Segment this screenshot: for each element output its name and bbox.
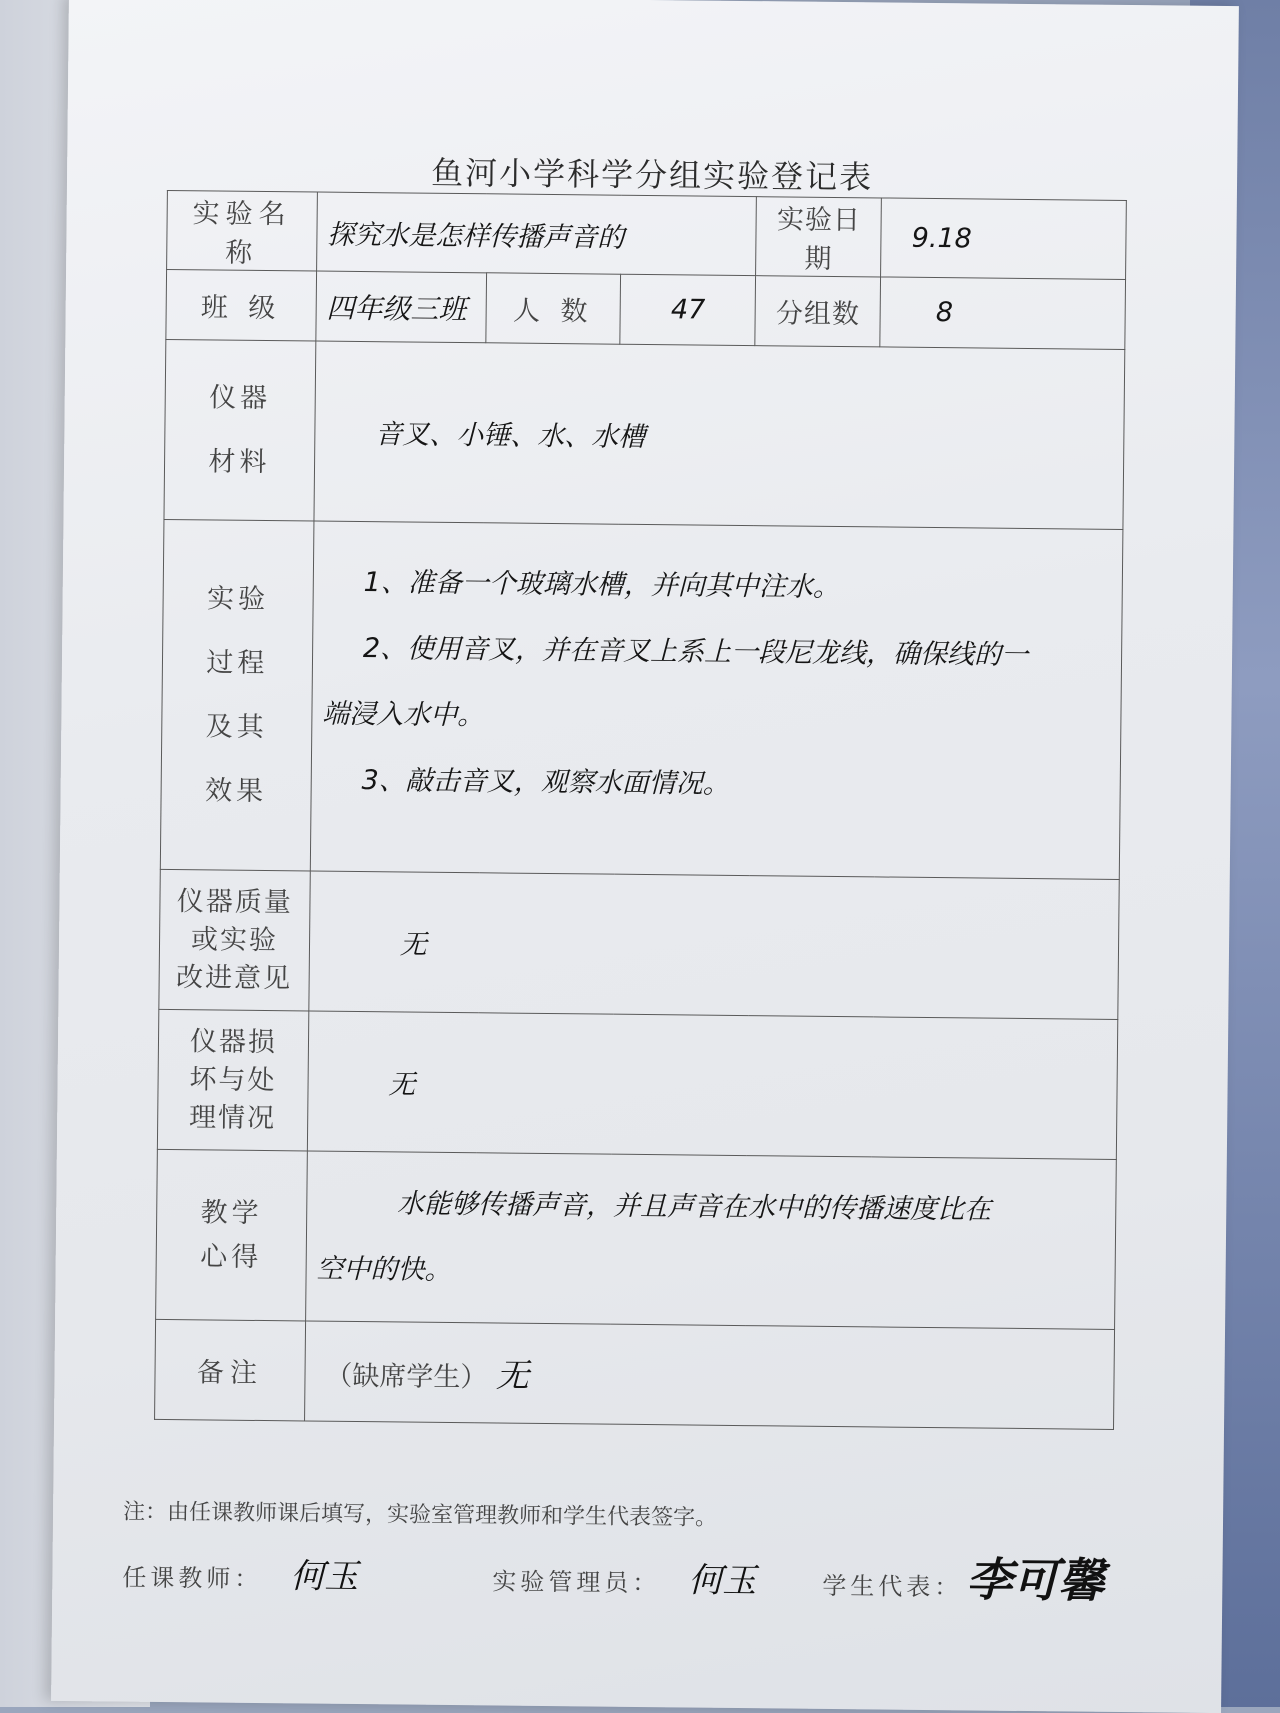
teacher-label: 任课教师： bbox=[122, 1563, 263, 1594]
value-people: 47 bbox=[620, 274, 756, 345]
label-damage-line1: 仪器损 bbox=[189, 1025, 278, 1058]
process-step-1: 1、准备一个玻璃水槽，并向其中注水。 bbox=[363, 567, 840, 604]
label-quality-line1: 仪器质量 bbox=[176, 885, 294, 918]
label-process-line1: 实验 bbox=[206, 582, 270, 615]
label-process-line2: 过程 bbox=[206, 646, 269, 679]
teacher-signature bbox=[122, 1547, 359, 1598]
student-name: 李可馨 bbox=[966, 1552, 1105, 1608]
label-class: 班 级 bbox=[166, 269, 317, 341]
label-damage-line3: 理情况 bbox=[188, 1101, 277, 1134]
label-teaching-line2: 心得 bbox=[200, 1240, 263, 1273]
row-equipment bbox=[164, 339, 1125, 529]
label-quality-line3: 改进意见 bbox=[175, 961, 293, 994]
value-process bbox=[310, 521, 1123, 879]
row-experiment-name bbox=[167, 190, 1127, 279]
process-step-3: 3、敲击音叉，观察水面情况。 bbox=[361, 765, 730, 800]
label-equipment bbox=[164, 339, 316, 521]
teaching-line-2: 空中的快。 bbox=[316, 1253, 452, 1286]
signature-row bbox=[122, 1547, 1143, 1628]
label-process-line3: 及其 bbox=[205, 710, 268, 743]
label-damage-line2: 坏与处 bbox=[189, 1063, 277, 1096]
label-quality-line2: 或实验 bbox=[190, 923, 279, 956]
row-damage bbox=[157, 1009, 1117, 1159]
student-signature bbox=[822, 1542, 1105, 1611]
value-absent: 无 bbox=[495, 1355, 530, 1395]
admin-name: 何玉 bbox=[688, 1560, 757, 1602]
row-quality bbox=[159, 869, 1119, 1019]
value-remark bbox=[304, 1321, 1114, 1429]
label-experiment-date: 实验日期 bbox=[756, 197, 882, 277]
label-experiment-name: 实验名称 bbox=[167, 190, 318, 271]
label-equipment-line2: 材料 bbox=[208, 445, 271, 478]
admin-signature bbox=[492, 1550, 756, 1602]
teacher-name: 何玉 bbox=[290, 1556, 359, 1598]
value-experiment-date: 9.18 bbox=[881, 198, 1127, 280]
value-quality: 无 bbox=[309, 871, 1120, 1019]
label-process-line4: 效果 bbox=[204, 774, 268, 807]
label-damage bbox=[157, 1009, 308, 1151]
row-process bbox=[160, 519, 1123, 879]
admin-label: 实验管理员： bbox=[492, 1567, 661, 1598]
teaching-line-1: 水能够传播声音，并且声音在水中的传播速度比在 bbox=[396, 1187, 992, 1226]
row-remark bbox=[155, 1319, 1115, 1429]
label-quality bbox=[159, 869, 310, 1011]
process-step-2-continued: 端浸入水中。 bbox=[322, 698, 485, 732]
label-absent: （缺席学生） bbox=[325, 1360, 488, 1394]
value-equipment: 音叉、小锤、水、水槽 bbox=[314, 341, 1125, 529]
student-label: 学生代表： bbox=[822, 1571, 963, 1602]
row-teaching bbox=[156, 1149, 1117, 1329]
value-experiment-name: 探究水是怎样传播声音的 bbox=[316, 192, 756, 276]
row-class-info bbox=[166, 269, 1126, 349]
label-teaching bbox=[156, 1149, 308, 1321]
value-class: 四年级三班 bbox=[316, 271, 487, 343]
label-process bbox=[160, 519, 313, 871]
label-equipment-line1: 仪器 bbox=[208, 381, 272, 414]
label-teaching-line1: 教学 bbox=[200, 1196, 263, 1229]
value-teaching bbox=[305, 1151, 1116, 1329]
form-title: 鱼河小学科学分组实验登记表 bbox=[430, 153, 874, 197]
process-step-2: 2、使用音叉，并在音叉上系上一段尼龙线，确保线的一 bbox=[362, 633, 1029, 672]
label-remark: 备注 bbox=[155, 1319, 306, 1421]
label-groups: 分组数 bbox=[755, 276, 881, 347]
footnote: 注：由任课教师课后填写，实验室管理教师和学生代表签字。 bbox=[122, 1499, 718, 1531]
experiment-form-table bbox=[154, 190, 1127, 1430]
paper-sheet bbox=[51, 0, 1239, 1713]
value-damage: 无 bbox=[307, 1011, 1118, 1159]
label-people: 人 数 bbox=[485, 273, 621, 344]
value-groups: 8 bbox=[880, 277, 1126, 350]
